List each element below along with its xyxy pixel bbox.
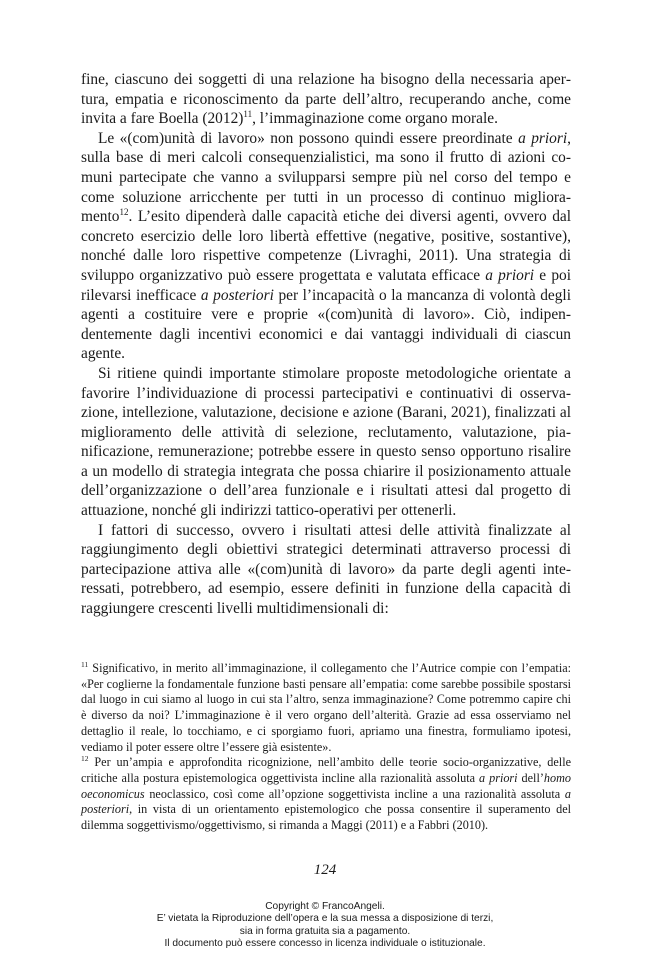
copyright-line: E’ vietata la Riproduzione dell’opera e la sua messa a disposizione di terzi,	[156, 913, 494, 925]
footnote-12	[81, 755, 571, 834]
paragraph-2	[81, 129, 571, 364]
paragraph-1	[81, 70, 571, 129]
text-run: , l’immaginazione come organo morale.	[252, 110, 498, 128]
text-run: neoclassico, così come all’opzione soggettivista incline a una razionalità assoluta	[144, 786, 565, 801]
text-run: per l’incapacità o la mancanza di volontà degli agenti a costituire vere e proprie «(com)unità di lavoro». Ciò, indipendentemente dagli incentivi economici e dai vantaggi individuali di ciascun agente.	[81, 286, 571, 363]
text-run: . L’esito dipenderà dalle capacità etiche dei diversi agenti, ovvero dal concreto esercizio delle loro libertà effettive (negative, positive, sostantive), nonché dalle loro rispettive competenze (Livraghi, 2011). Una strategia di sviluppo organizzativo può essere progettata e valutata efficace	[81, 208, 571, 284]
footnote-ref: 12	[81, 754, 89, 764]
footnotes	[81, 661, 571, 834]
paragraph-3	[81, 364, 571, 521]
text-run: Per un’ampia e approfondita ricognizione, nell’ambito delle teorie socio-organizzative, delle critiche alla postura epistemologica oggettivista incline alla razionalità assoluta	[81, 755, 571, 785]
text-run: Le «(com)unità di lavoro» non possono quindi essere preordinate	[98, 129, 519, 147]
text-run: Si ritiene quindi importante stimolare proposte metodologiche orientate a favorire l’individuazione di processi partecipativi e continuativi di osservazione, intellezione, valutazione, decisione e azione (Barani, 2021), finalizzati al miglioramento delle attività di selezione, reclutamento, valutazione, pianificazione, remunerazione; potrebbe essere in questo senso opportuno risalire a un modello di strategia integrata che possa chiarire il posizionamento attuale dell’organizzazione o dell’area funzionale e i risultati attesi dal progetto di attuazione, nonché gli indirizzi tattico-operativi per ottenerli.	[81, 364, 571, 520]
italic-text: a posteriori	[200, 286, 274, 304]
copyright-line: Copyright © FrancoAngeli.	[265, 901, 385, 912]
text-run: Significativo, in merito all’immaginazione, il collegamento che l’Autrice compie con l’empatia: «Per coglierne la fondamentale funzione basti pensare all’empatia: come sarebbe possibile spostarsi dal luogo in cui siamo al luogo in cui sta l’altro, senza immaginazione? Come potremmo capire chi è diverso da noi? L’immaginazione è il vero organo dell’alterità. Grazie ad essa osserviamo nel dettaglio il reale, lo tocchiamo, e ci sporgiamo fuori, apriamo una finestra, formuliamo ipotesi, vediamo il poter essere oltre l’essere già esistente».	[81, 661, 571, 754]
footnote-ref: 11	[243, 109, 253, 120]
copyright-line: sia in forma gratuita sia a pagamento.	[239, 925, 411, 937]
text-run: dell’	[517, 770, 544, 785]
copyright-line: Il documento può essere concesso in licenza individuale o istituzionale.	[164, 938, 486, 950]
italic-text: homo oeconomicus	[81, 770, 571, 801]
text-run: , in vista di un orientamento epistemologico che possa consentire il superamento del dilemma soggettivismo/oggettivismo, si rimanda a Maggi (2011) e a Fabbri (2010).	[81, 802, 571, 833]
text-run: fine, ciascuno dei soggetti di una relazione ha bisogno della necessaria apertura, empatia e riconoscimento da parte dell’altro, recuperando anche, come invita a fare Boella (2012)	[81, 71, 571, 128]
italic-text: a priori	[518, 129, 568, 147]
italic-text: a priori	[485, 266, 535, 284]
text-run: e poi rilevarsi inefficace	[81, 266, 571, 304]
footnote-ref: 12	[119, 207, 129, 218]
text-run: I fattori di successo, ovvero i risultati attesi delle attività finalizzate al raggiungimento degli obiettivi strategici determinati attraverso processi di partecipazione attiva alle «(com)unità di lavoro» da parte degli agenti interessati, potrebbero, ad esempio, essere definiti in funzione della capacità di raggiungere crescenti livelli multidimensionali di:	[81, 521, 571, 618]
footnote-ref: 11	[81, 659, 89, 669]
italic-text: a priori	[479, 770, 518, 785]
body-text	[81, 70, 571, 619]
page-number: 124	[313, 862, 337, 878]
copyright-notice	[0, 901, 650, 951]
footnote-11	[81, 661, 571, 755]
paragraph-4	[81, 521, 571, 619]
text-run: , sulla base di meri calcoli consequenzialistici, ma sono il frutto di azioni comuni partecipate che vanno a svilupparsi sempre più nel corso del tempo e come soluzione arricchente per tutti in un processo di continuo miglioramento	[81, 129, 571, 226]
italic-text: a posteriori	[81, 786, 571, 817]
